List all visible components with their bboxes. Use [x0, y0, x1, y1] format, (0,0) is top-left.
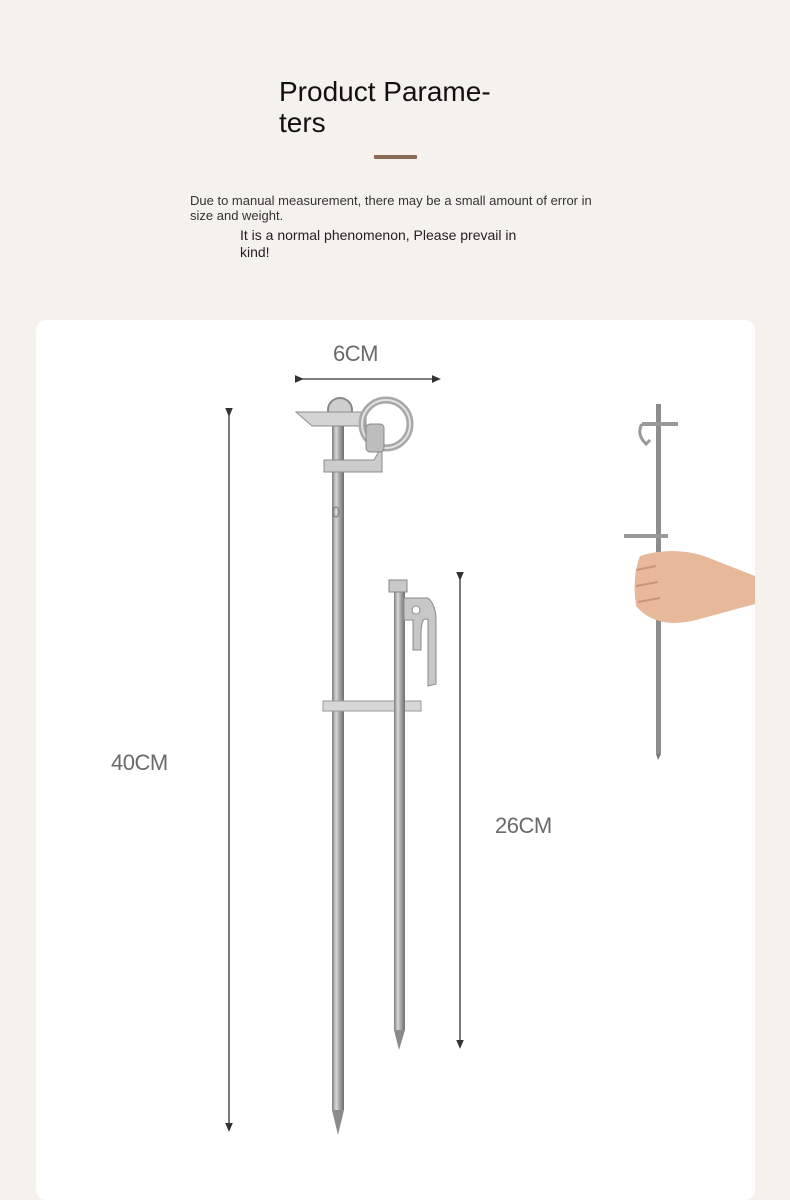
hand-holding-stake — [624, 404, 755, 760]
title-line-1: Product Parame- — [279, 76, 491, 107]
stake-clip — [323, 701, 421, 711]
product-card — [36, 320, 755, 1200]
title-line-2: ters — [279, 107, 326, 138]
short-stake-label: 26CM — [495, 813, 552, 838]
long-stake-label: 40CM — [111, 750, 168, 775]
title-underline — [374, 155, 417, 159]
phenomenon-note: It is a normal phenomenon, Please prevail in kind! — [240, 227, 517, 260]
long-stake — [296, 398, 410, 1135]
width-label: 6CM — [333, 341, 378, 366]
short-stake — [389, 580, 436, 1050]
measurement-note: Due to manual measurement, there may be a small amount of error in size and weight. — [190, 193, 592, 223]
page-title — [279, 76, 519, 138]
